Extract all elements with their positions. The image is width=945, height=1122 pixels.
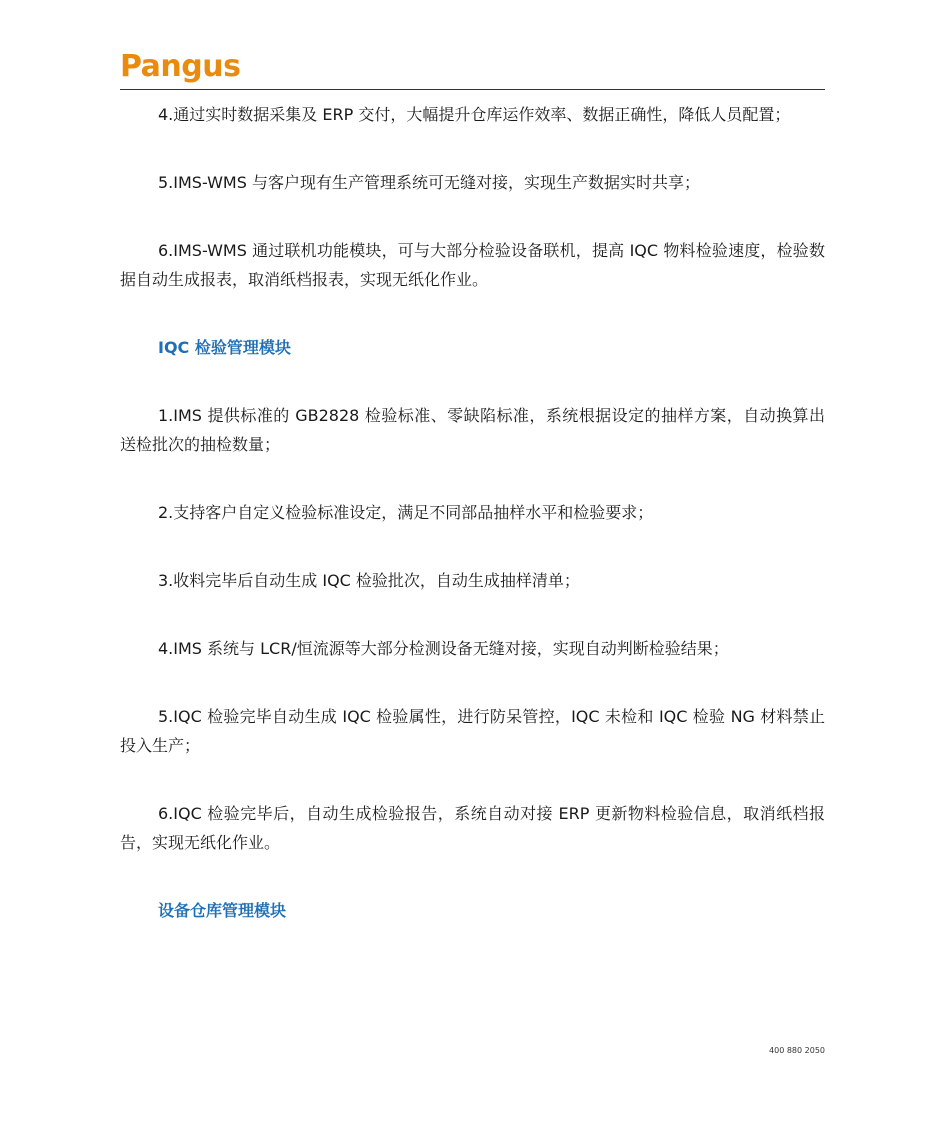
paragraph-wms-benefit-6: 6.IMS-WMS 通过联机功能模块，可与大部分检验设备联机，提高 IQC 物料检验速度，检验数据自动生成报表，取消纸档报表，实现无纸化作业。	[120, 241, 825, 289]
paragraph-iqc-6: 6.IQC 检验完毕后，自动生成检验报告，系统自动对接 ERP 更新物料检验信息，取消纸档报告，实现无纸化作业。	[120, 804, 825, 852]
section-heading-iqc: IQC 检验管理模块	[158, 338, 291, 357]
paragraph-iqc-1: 1.IMS 提供标准的 GB2828 检验标准、零缺陷标准，系统根据设定的抽样方案，自动换算出送检批次的抽检数量；	[120, 406, 825, 454]
document-body	[120, 100, 825, 925]
paragraph-wms-benefit-5: 5.IMS-WMS 与客户现有生产管理系统可无缝对接，实现生产数据实时共享；	[158, 173, 700, 192]
pangus-logo: Pangus	[120, 49, 241, 84]
paragraph-iqc-3: 3.收料完毕后自动生成 IQC 检验批次，自动生成抽样清单；	[158, 571, 580, 590]
paragraph-iqc-5: 5.IQC 检验完毕自动生成 IQC 检验属性，进行防呆管控，IQC 未检和 IQC 检验 NG 材料禁止投入生产；	[120, 707, 825, 755]
section-heading-equipment-warehouse: 设备仓库管理模块	[158, 901, 287, 920]
paragraph-wms-benefit-4: 4.通过实时数据采集及 ERP 交付，大幅提升仓库运作效率、数据正确性，降低人员配置；	[158, 105, 791, 124]
paragraph-iqc-2: 2.支持客户自定义检验标准设定，满足不同部品抽样水平和检验要求；	[158, 503, 654, 522]
footer-phone: 400 880 2050	[769, 1046, 825, 1055]
paragraph-iqc-4: 4.IMS 系统与 LCR/恒流源等大部分检测设备无缝对接，实现自动判断检验结果；	[158, 639, 729, 658]
header-divider	[120, 89, 825, 90]
